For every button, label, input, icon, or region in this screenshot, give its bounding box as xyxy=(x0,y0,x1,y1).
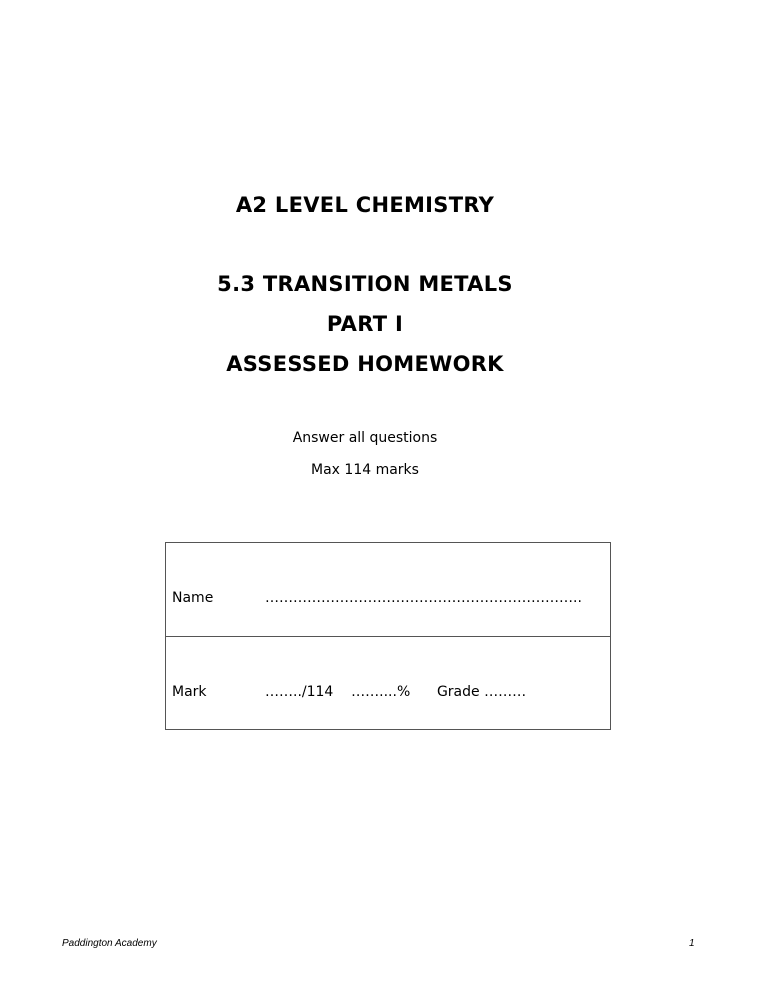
homework-title: ASSESSED HOMEWORK xyxy=(226,352,504,376)
part-title: PART I xyxy=(326,312,404,336)
mark-field[interactable]: ……../114 ……....% Grade ……… xyxy=(265,684,527,700)
footer-org: Paddington Academy xyxy=(62,938,157,949)
mark-label: Mark xyxy=(172,684,207,700)
instruction-text: Answer all questions xyxy=(292,430,438,446)
topic-title: 5.3 TRANSITION METALS xyxy=(217,272,513,296)
document-title: A2 LEVEL CHEMISTRY xyxy=(235,193,495,217)
name-row xyxy=(166,543,610,637)
max-marks-text: Max 114 marks xyxy=(311,462,419,478)
page-number: 1 xyxy=(689,938,695,949)
name-field[interactable]: ………………………………………………………….. xyxy=(265,590,582,606)
student-info-box xyxy=(165,542,611,730)
name-label: Name xyxy=(172,590,214,606)
mark-row xyxy=(166,637,610,731)
